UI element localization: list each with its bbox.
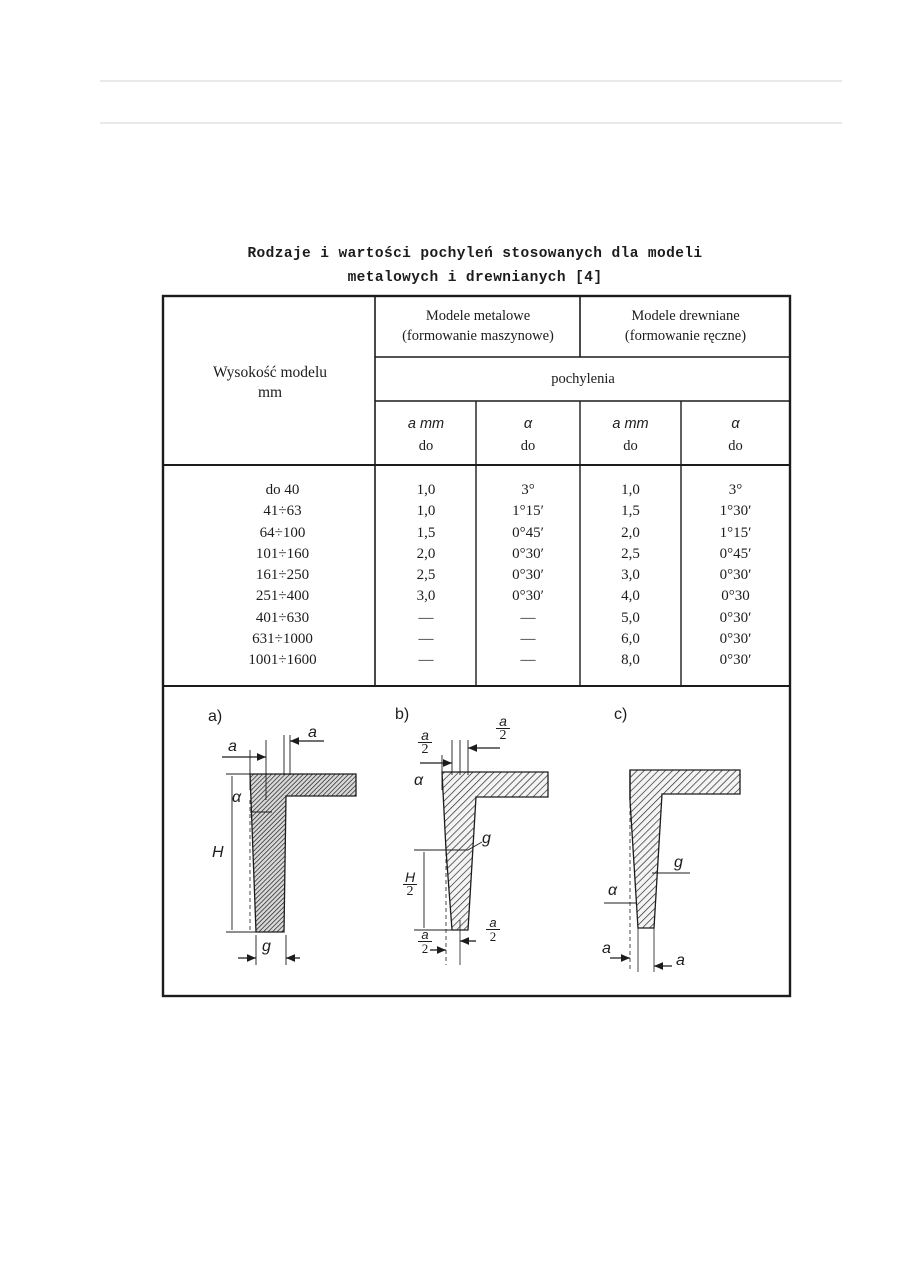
diagram-c-sym-a-right: a	[676, 952, 685, 969]
cell-wood-a: 2,5	[621, 545, 640, 562]
cell-wood-a: 3,0	[621, 567, 640, 584]
cell-wood-alpha: 3°	[728, 482, 743, 498]
header-height-unit: mm	[257, 384, 283, 401]
cell-metal-a: 1,0	[416, 503, 436, 520]
cell-wood-a: 4,0	[621, 588, 640, 605]
cell-metal-alpha: 0°30′	[512, 588, 544, 605]
diagram-c	[604, 770, 740, 972]
cell-wood-a: 1,0	[621, 482, 640, 498]
diagram-b-a-half-left	[418, 728, 432, 757]
diagram-a	[222, 735, 356, 965]
figure-b-label: b)	[395, 706, 410, 723]
cell-metal-alpha: 0°30′	[512, 545, 544, 562]
header-slopes: pochylenia	[551, 371, 615, 387]
diagram-b-a-numerator: a	[499, 713, 507, 729]
cell-wood-a: 5,0	[621, 609, 640, 626]
cell-wood-alpha: 0°30′	[719, 652, 752, 669]
subheader-do: do	[623, 438, 638, 454]
diagram-b-H-half	[403, 870, 417, 899]
header-metal-subtitle: (formowanie maszynowe)	[402, 328, 554, 344]
cell-height: 64÷100	[259, 524, 306, 541]
diagram-b-H-denominator: 2	[403, 884, 417, 899]
diagram-a-sym-g: g	[262, 938, 271, 955]
diagram-b-a-half-bottom-left	[418, 928, 432, 955]
cell-wood-a: 2,0	[621, 524, 640, 541]
cell-metal-alpha: —	[520, 652, 536, 669]
header-wood-title: Modele drewniane	[631, 308, 740, 324]
diagram-b-a-half-bottom-right	[486, 916, 500, 943]
subheader-a-mm: a mm	[612, 416, 649, 432]
diagram-b-a-denominator: 2	[486, 929, 500, 943]
cell-metal-a: 2,5	[416, 567, 436, 584]
cell-wood-alpha: 1°15′	[719, 524, 752, 541]
figure-c-label: c)	[614, 706, 628, 723]
cell-metal-a: —	[418, 609, 434, 626]
cell-metal-alpha: 1°15′	[512, 503, 544, 520]
cell-height: 41÷63	[263, 503, 302, 520]
subheader-do: do	[520, 438, 536, 454]
cell-height: 1001÷1600	[248, 652, 317, 669]
header-wood-subtitle: (formowanie ręczne)	[624, 328, 747, 344]
subheader-do: do	[418, 438, 434, 454]
cell-metal-a: 1,0	[416, 482, 436, 498]
header-height-label: Wysokość modelu	[212, 364, 327, 381]
cell-height: 251÷400	[255, 588, 310, 605]
cell-wood-alpha: 0°30′	[719, 609, 752, 626]
diagram-a-sym-a-left: a	[228, 738, 237, 755]
cell-metal-a: 3,0	[416, 588, 436, 605]
cell-wood-alpha: 0°30	[721, 588, 750, 605]
caption-line-1: Rodzaje i wartości pochyleń stosowanych dla modeli	[247, 246, 703, 262]
cell-metal-alpha: 0°30′	[512, 567, 544, 584]
cell-metal-a: 1,5	[416, 524, 436, 541]
cell-metal-alpha: —	[520, 631, 536, 648]
diagram-a-sym-alpha: α	[232, 789, 242, 806]
cell-height: 401÷630	[255, 609, 310, 626]
diagram-b-a-half-right	[496, 714, 510, 743]
diagram-c-sym-a-left: a	[602, 940, 611, 957]
cell-metal-alpha: 3°	[521, 482, 535, 498]
subheader-alpha: α	[731, 416, 740, 432]
diagram-b-a-numerator: a	[421, 927, 429, 942]
caption-line-2: metalowych i drewnianych [4]	[347, 270, 603, 286]
diagram-a-sym-H: H	[212, 844, 224, 861]
diagram-b-a-denominator: 2	[496, 728, 510, 743]
subheader-a-mm: a mm	[407, 416, 445, 432]
diagram-c-sym-g: g	[674, 854, 683, 871]
cell-metal-a: 2,0	[416, 545, 436, 562]
diagram-b-a-denominator: 2	[418, 742, 432, 757]
cell-wood-alpha: 0°30′	[719, 567, 752, 584]
diagram-a-sym-a-right: a	[308, 724, 317, 741]
subheader-alpha: α	[523, 416, 533, 432]
cell-height: 101÷160	[255, 545, 310, 562]
figure-a-label: a)	[208, 708, 223, 725]
cell-wood-a: 6,0	[621, 631, 640, 648]
diagram-b-a-denominator: 2	[418, 941, 432, 955]
diagram-b-a-numerator: a	[489, 915, 497, 930]
cell-height: 631÷1000	[252, 631, 313, 648]
diagram-c-sym-alpha: α	[608, 882, 618, 899]
cell-height: do 40	[265, 482, 300, 498]
cell-metal-a: —	[418, 631, 434, 648]
cell-wood-alpha: 0°45′	[719, 545, 752, 562]
cell-wood-a: 8,0	[621, 652, 640, 669]
diagram-b-a-numerator: a	[421, 727, 429, 743]
cell-metal-alpha: 0°45′	[512, 524, 544, 541]
subheader-do: do	[728, 438, 743, 454]
cell-wood-a: 1,5	[621, 503, 640, 520]
cell-metal-alpha: —	[520, 609, 536, 626]
cell-height: 161÷250	[255, 567, 310, 584]
header-metal-title: Modele metalowe	[425, 308, 531, 324]
cell-metal-a: —	[418, 652, 434, 669]
cell-wood-alpha: 0°30′	[719, 631, 752, 648]
diagram-b	[414, 740, 548, 965]
diagram-b-H-numerator: H	[404, 869, 416, 885]
diagram-b-sym-g: g	[482, 830, 491, 847]
diagram-b-sym-alpha: α	[414, 772, 424, 789]
cell-wood-alpha: 1°30′	[719, 503, 752, 520]
